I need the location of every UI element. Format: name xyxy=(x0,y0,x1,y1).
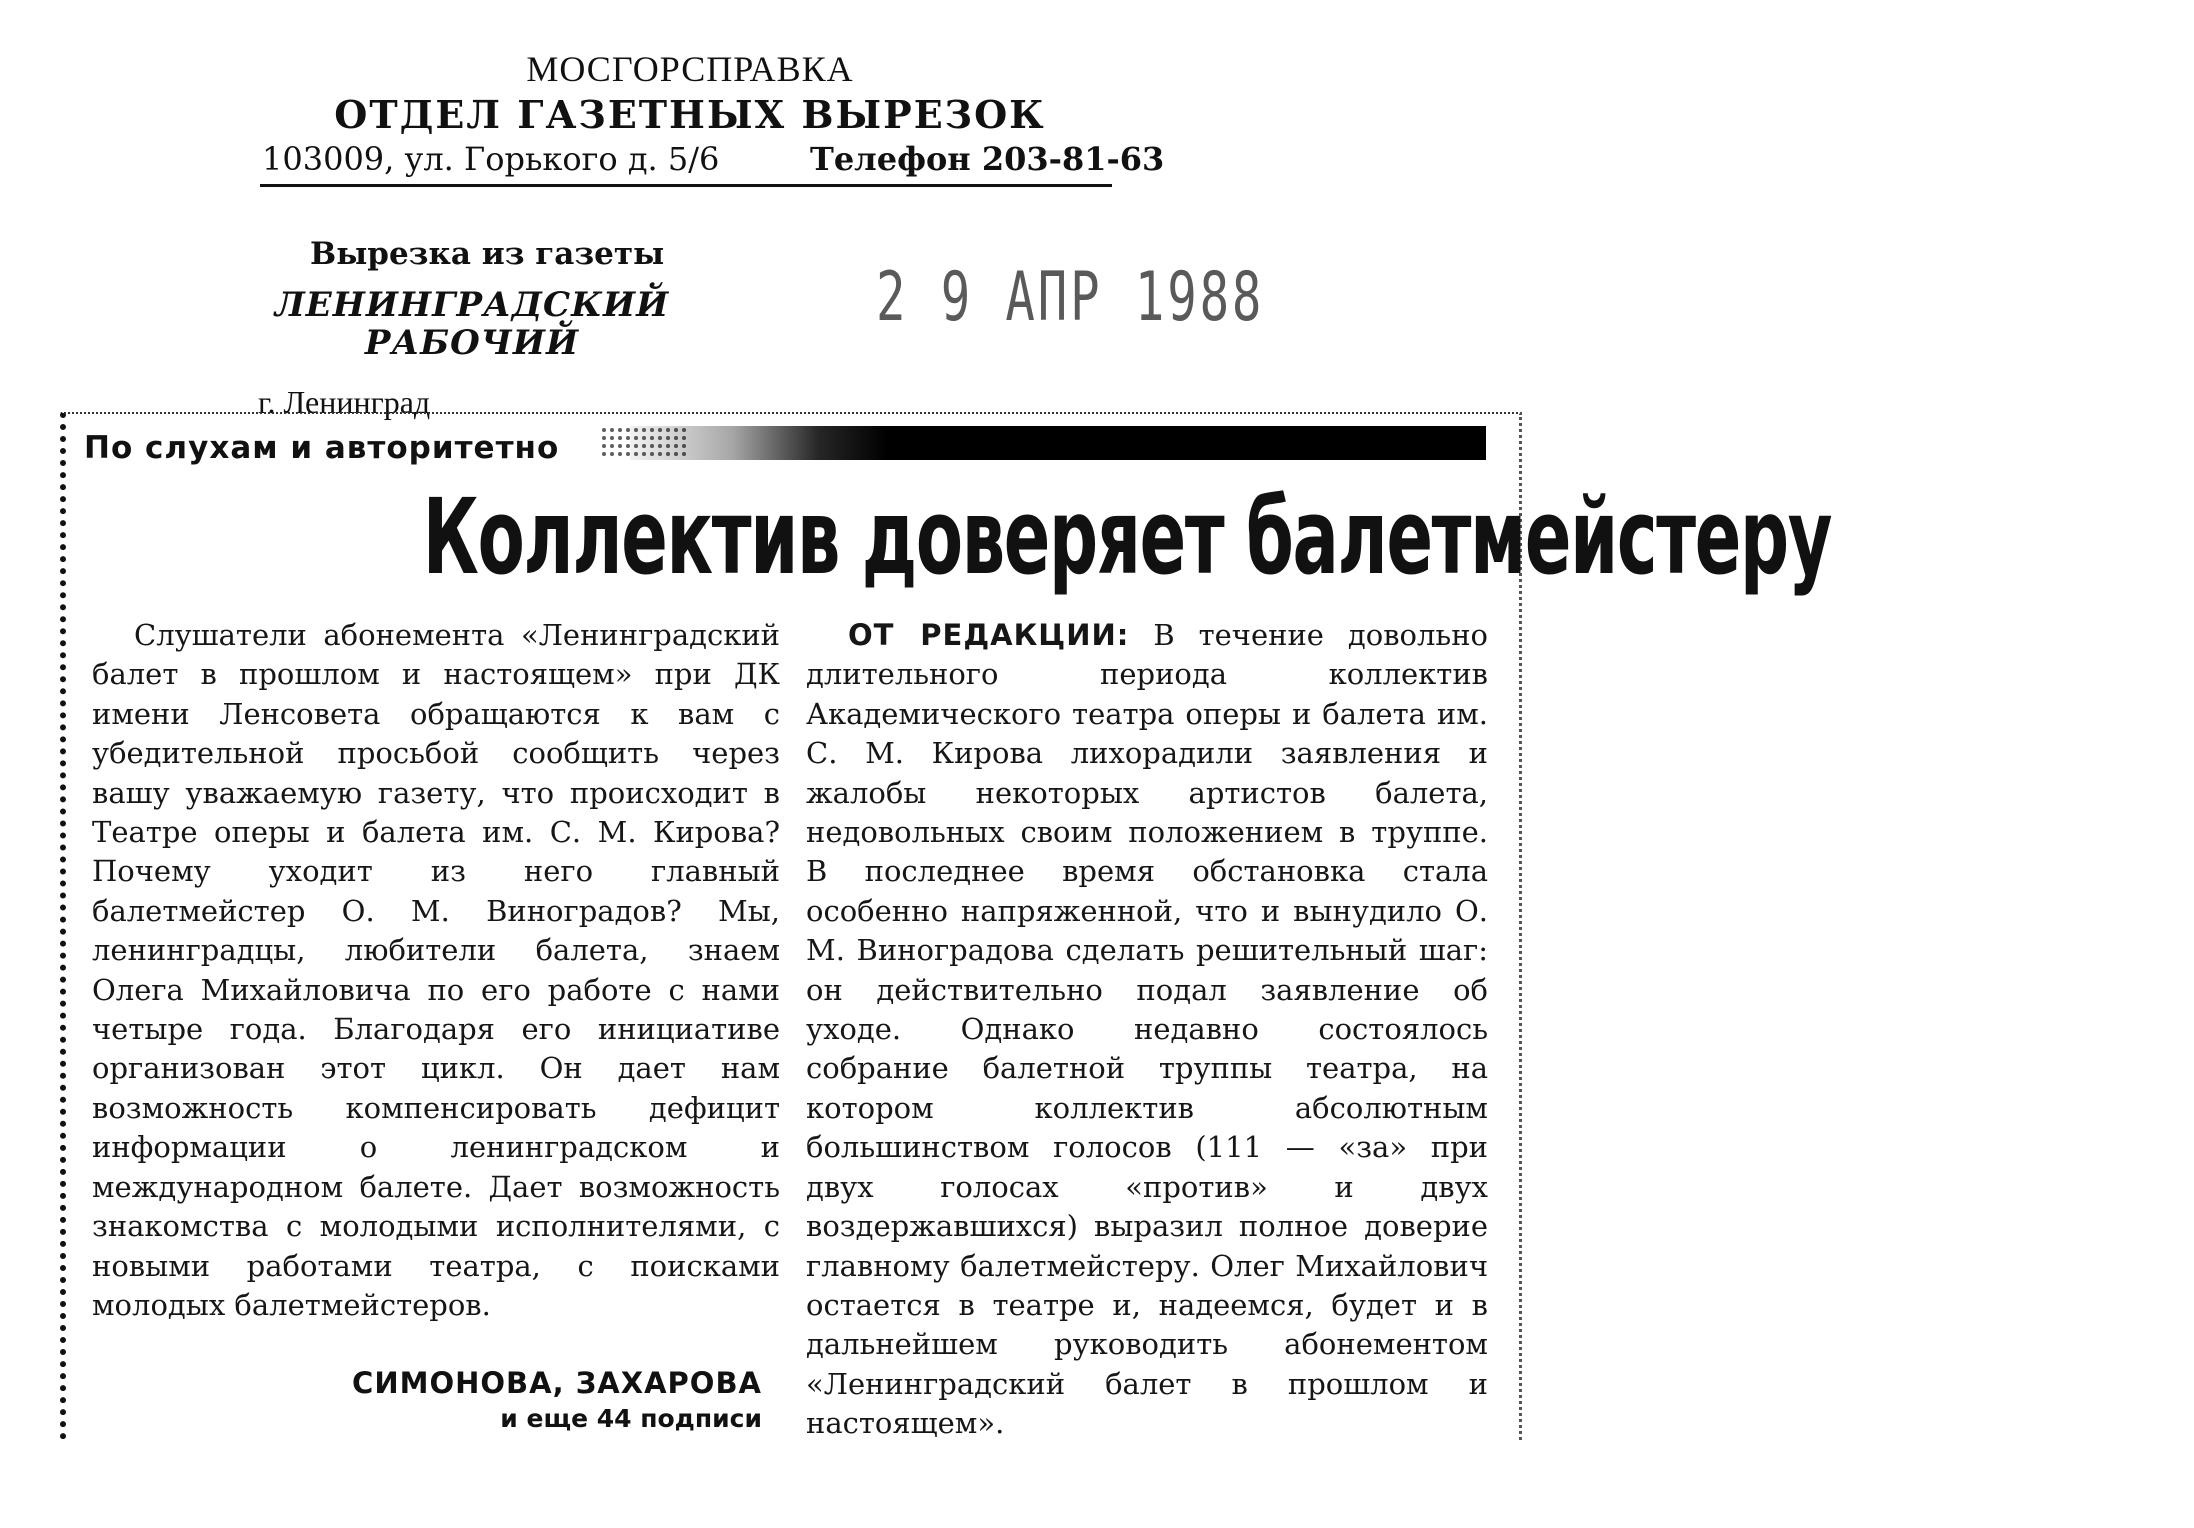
department-name: ОТДЕЛ ГАЗЕТНЫХ ВЫРЕЗОК xyxy=(334,92,1046,137)
editorial-paragraph xyxy=(806,616,1488,1444)
newspaper-name-line1: ЛЕНИНГРАДСКИЙ xyxy=(274,285,670,325)
letter-paragraph: Слушатели абонемента «Ленинградский балет в прошлом и настоящем» при ДК имени Ленсовета обращаются к вам с убедительной просьбой сообщить через вашу уважаемую газету, что происходит в Театре оперы и балета им. С. М. Кирова? Почему уходит из него главный балетмейстер О. М. Виноградов? Мы, ленинградцы, любители балета, знаем Олега Михайловича по его работе с нами четыре года. Благодаря его инициативе организован этот цикл. Он дает нам возможность компенсировать дефицит информации о ленинградском и международном балете. Дает возможность знакомства с молодыми исполнителями, с новыми работами театра, с поисками молодых балетмейстеров. xyxy=(92,618,780,1322)
newspaper-name-line2: РАБОЧИЙ xyxy=(364,323,580,363)
editorial-text: В течение довольно длительного периода коллектив Академического театра оперы и балета им. С. М. Кирова лихорадили заявления и жалобы некоторых артистов балета, недовольных своим положением в труппе. В последнее время обстановка стала особенно напряженной, что и вынудило О. М. Виноградова сделать решительный шаг: он действительно подал заявление об уходе. Однако недавно состоялось собрание балетной труппы театра, на котором коллектив абсолютным большинством голосов (111 — «за» при двух голосах «против» и двух воздержавшихся) выразил полное доверие главному балетмейстеру. Олег Михайлович остается в театре и, надеемся, будет и в дальнейшем руководить абонементом «Ленинградский балет в прошлом и настоящем». xyxy=(806,618,1488,1441)
letter-column xyxy=(92,616,780,1325)
letter-signatures: СИМОНОВА, ЗАХАРОВА xyxy=(352,1366,762,1400)
city: г. Ленинград xyxy=(258,384,431,420)
headline-text: Коллектив доверяет балетмейстеру xyxy=(422,476,1832,598)
rubric-title: По слухам и авторитетно xyxy=(84,430,560,466)
editorial-column xyxy=(806,616,1488,1444)
clip-label: Вырезка из газеты xyxy=(310,236,665,272)
date-stamp: 2 9 АПР 1988 xyxy=(876,258,1265,337)
rubric-bar xyxy=(630,426,1486,460)
header-divider xyxy=(260,184,1112,187)
signature-count: и еще 44 подписи xyxy=(500,1404,762,1433)
phone-number: Телефон 203-81-63 xyxy=(810,140,1165,178)
editorial-lead: ОТ РЕДАКЦИИ: xyxy=(848,618,1130,652)
organization-name: МОСГОРСПРАВКА xyxy=(526,49,854,89)
article-headline xyxy=(0,476,1832,598)
address: 103009, ул. Горького д. 5/6 xyxy=(262,140,720,178)
